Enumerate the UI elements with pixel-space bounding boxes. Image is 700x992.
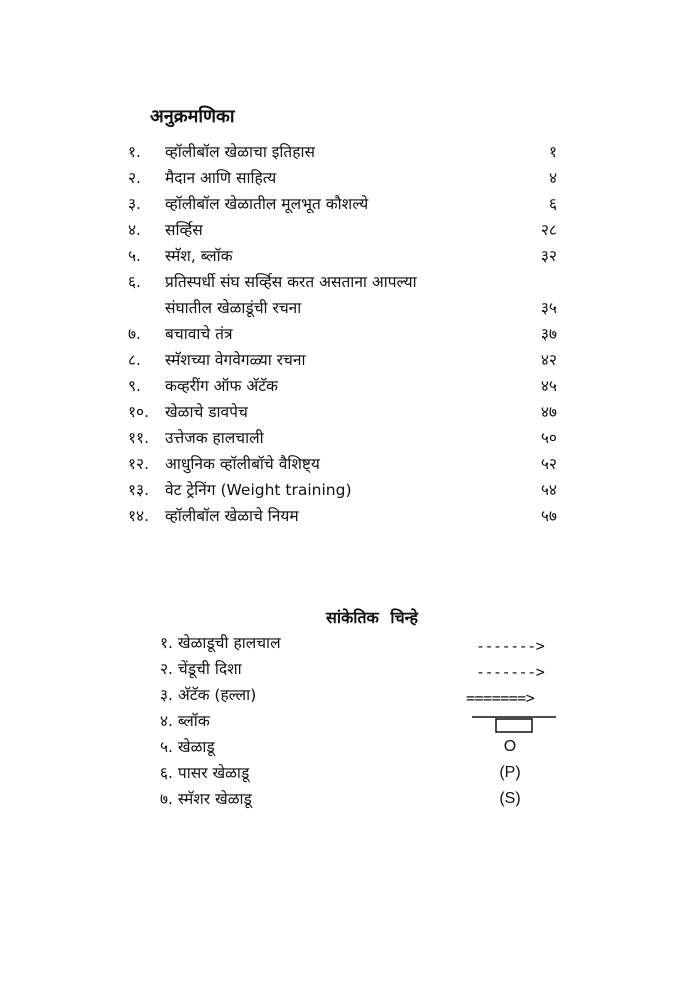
legend-label: ४. ब्लॉक <box>160 712 210 730</box>
toc-label: खेळाचे डावपेच <box>165 403 248 421</box>
legend-row <box>0 630 700 656</box>
toc-number: ९. <box>128 377 141 395</box>
toc-label: व्हॉलीबॉल खेळातील मूलभूत कौशल्ये <box>165 195 369 213</box>
dashed-arrow-icon: -------> <box>476 637 545 655</box>
toc-page: ३७ <box>540 325 557 343</box>
toc-number: १४. <box>128 507 150 525</box>
legend-label: ३. अ‍ॅटॅक (हल्ला) <box>160 686 257 704</box>
toc-page: ४ <box>548 169 557 187</box>
toc-row <box>0 347 700 373</box>
toc-row <box>0 217 700 243</box>
toc-row <box>0 503 700 529</box>
legend-row <box>0 760 700 786</box>
legend-label: २. चेंडूची दिशा <box>160 660 242 678</box>
toc-page: ५४ <box>540 481 557 499</box>
dashed-arrow-icon: -------> <box>476 663 545 681</box>
toc-number: २. <box>128 169 141 187</box>
toc-number: ८. <box>128 351 141 369</box>
toc-number: ११. <box>128 429 150 447</box>
toc-label: उत्तेजक हालचाली <box>165 429 264 447</box>
toc-label: स्मॅशच्या वेगवेगळ्या रचना <box>165 351 306 369</box>
toc-number: १२. <box>128 455 150 473</box>
legend-title: सांकेतिक चिन्हे <box>326 608 418 627</box>
passer-symbol: (P) <box>499 764 521 781</box>
toc-row <box>0 165 700 191</box>
toc-label: बचावाचे तंत्र <box>165 325 233 343</box>
toc-label: वेट ट्रेनिंग (Weight training) <box>165 481 352 499</box>
toc-page: ४७ <box>540 403 557 421</box>
toc-label: कव्हरींग ऑफ अ‍ॅटॅक <box>165 377 278 395</box>
toc-page: ४५ <box>540 377 557 395</box>
legend-row <box>0 682 700 708</box>
legend-list <box>0 630 700 812</box>
toc-number: १. <box>128 143 141 161</box>
toc-list <box>0 139 700 529</box>
double-arrow-icon: =======> <box>466 689 535 707</box>
legend-label: १. खेळाडूची हालचाल <box>160 634 281 652</box>
toc-page: २८ <box>540 221 557 239</box>
toc-label: स्मॅश, ब्लॉक <box>165 247 233 265</box>
toc-page: ४२ <box>540 351 557 369</box>
legend-row <box>0 734 700 760</box>
legend-label: ७. स्मॅशर खेळाडू <box>160 790 252 808</box>
legend-label: ५. खेळाडू <box>160 738 215 756</box>
toc-row <box>0 477 700 503</box>
toc-row <box>0 425 700 451</box>
toc-row <box>0 139 700 165</box>
toc-number: १०. <box>128 403 150 421</box>
toc-number: ७. <box>128 325 141 343</box>
legend-row <box>0 656 700 682</box>
smasher-symbol: (S) <box>499 790 521 807</box>
legend-label: ६. पासर खेळाडू <box>160 764 250 782</box>
toc-number: ३. <box>128 195 141 213</box>
toc-title: अनुक्रमणिका <box>150 106 235 127</box>
toc-row <box>0 373 700 399</box>
toc-label: मैदान आणि साहित्य <box>165 169 277 187</box>
toc-page: ३२ <box>540 247 557 265</box>
legend-row <box>0 786 700 812</box>
block-icon <box>472 716 556 734</box>
toc-row <box>0 243 700 269</box>
toc-page: १ <box>548 143 557 161</box>
toc-page: ६ <box>548 195 557 213</box>
toc-number: ६. <box>128 273 141 291</box>
toc-row <box>0 321 700 347</box>
toc-row <box>0 399 700 425</box>
toc-row <box>0 451 700 477</box>
toc-row <box>0 191 700 217</box>
toc-number: ५. <box>128 247 141 265</box>
toc-number: १३. <box>128 481 150 499</box>
toc-label: व्हॉलीबॉल खेळाचे नियम <box>165 507 299 525</box>
toc-label: आधुनिक व्हॉलीबॉचे वैशिष्ट्य <box>165 455 320 473</box>
toc-page: ३५ <box>540 299 557 317</box>
toc-label: सर्व्हिस <box>165 221 203 239</box>
player-symbol: O <box>503 738 517 755</box>
legend-row <box>0 708 700 734</box>
toc-label: प्रतिस्पर्धी संघ सर्व्हिस करत असताना आपल्या <box>165 273 417 291</box>
toc-page: ५० <box>540 429 557 447</box>
toc-label: संघातील खेळाडूंची रचना <box>165 299 302 317</box>
toc-number: ४. <box>128 221 141 239</box>
toc-page: ५७ <box>540 507 557 525</box>
toc-page: ५२ <box>540 455 557 473</box>
toc-row <box>0 269 700 295</box>
toc-label: व्हॉलीबॉल खेळाचा इतिहास <box>165 143 315 161</box>
toc-row <box>0 295 700 321</box>
